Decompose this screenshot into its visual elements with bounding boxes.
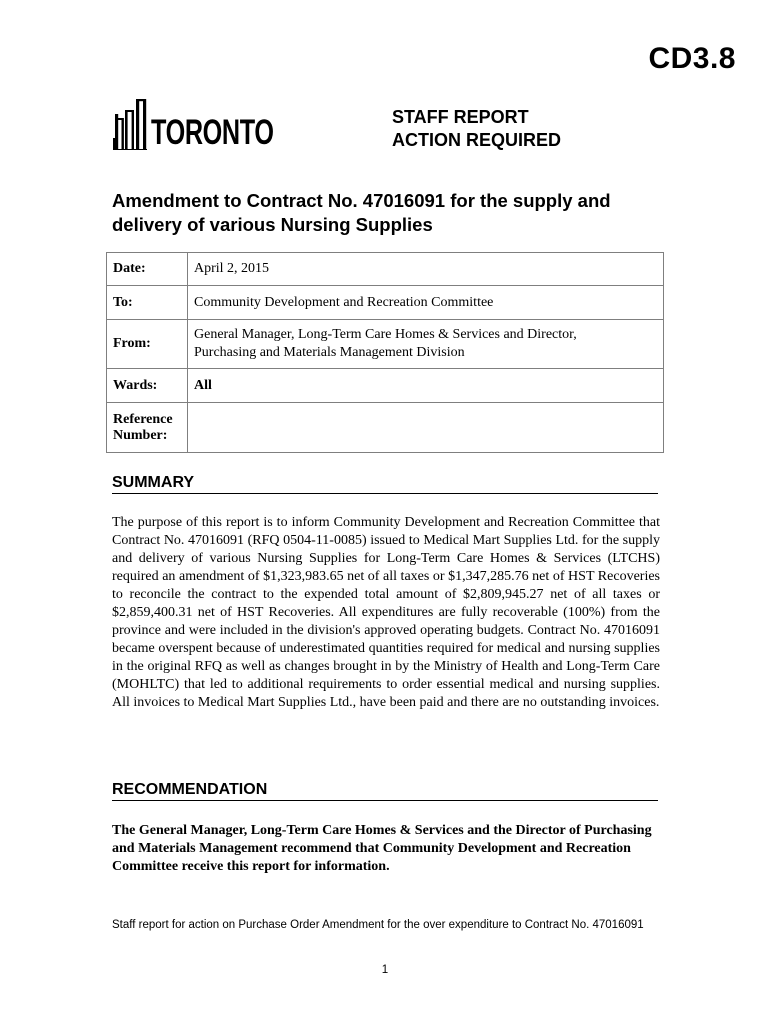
toronto-wordmark: TORONTO [151,113,274,152]
report-type-line2: ACTION REQUIRED [392,130,562,150]
meta-row-from [107,320,664,369]
from-label: From: [107,320,188,369]
meta-row-reference [107,403,664,453]
reference-label-line1: Reference [113,411,173,427]
from-value [188,320,664,369]
from-value-line2: Purchasing and Materials Management Division [194,345,465,360]
toronto-logo [112,98,321,150]
wards-label: Wards: [107,369,188,403]
meta-row-date [107,253,664,286]
date-label: Date: [107,253,188,286]
city-hall-towers-icon [112,98,148,150]
report-type [392,106,561,152]
summary-heading: SUMMARY [112,474,658,494]
report-type-line1: STAFF REPORT [392,107,529,127]
report-meta-table [106,252,664,453]
to-value: Community Development and Recreation Committee [188,286,664,320]
reference-label-line2: Number: [113,427,168,443]
page-number: 1 [381,964,389,976]
summary-text: The purpose of this report is to inform Community Development and Recreation Committee that Contract No. 47016091 (RFQ 0504-11-0085) issued to Medical Mart Supplies Ltd. for the supply and delivery of various Nursing Supplies for Long-Term Care Homes & Services (LTCHS) required an amendment of $1,323,983.65 net of all taxes or $1,347,285.76 net of HST Recoveries to reconcile the contract to the expended total amount of $2,809,945.27 net of all taxes or $2,859,400.31 net of HST Recoveries. All expenditures are fully recoverable (100%) from the province and were included in the division's approved operating budgets. Contract No. 47016091 became overspent because of underestimated quantities required for medical and nursing supplies in the original RFQ as well as changes brought in by the Ministry of Health and Long-Term Care (MOHLTC) that led to additional requirements to order essential medical and nursing supplies. All invoices to Medical Mart Supplies Ltd., have been paid and there are no outstanding invoices. [112,515,660,710]
meta-row-to [107,286,664,320]
reference-label [107,403,188,453]
footer-text: Staff report for action on Purchase Order Amendment for the over expenditure to Contract No. 47016091 [112,919,644,931]
reference-value [188,403,664,453]
meta-row-wards [107,369,664,403]
recommendation-text: The General Manager, Long-Term Care Homes & Services and the Director of Purchasing and Materials Management recommend that Community Development and Recreation Committee receive this report for information. [112,823,652,874]
wards-value: All [188,369,664,403]
to-label: To: [107,286,188,320]
date-value: April 2, 2015 [188,253,664,286]
from-value-line1: General Manager, Long-Term Care Homes & Services and Director, [194,327,577,342]
report-title: Amendment to Contract No. 47016091 for the supply and delivery of various Nursing Supplies [112,190,611,235]
document-code: CD3.8 [648,42,736,75]
recommendation-heading: RECOMMENDATION [112,781,658,801]
